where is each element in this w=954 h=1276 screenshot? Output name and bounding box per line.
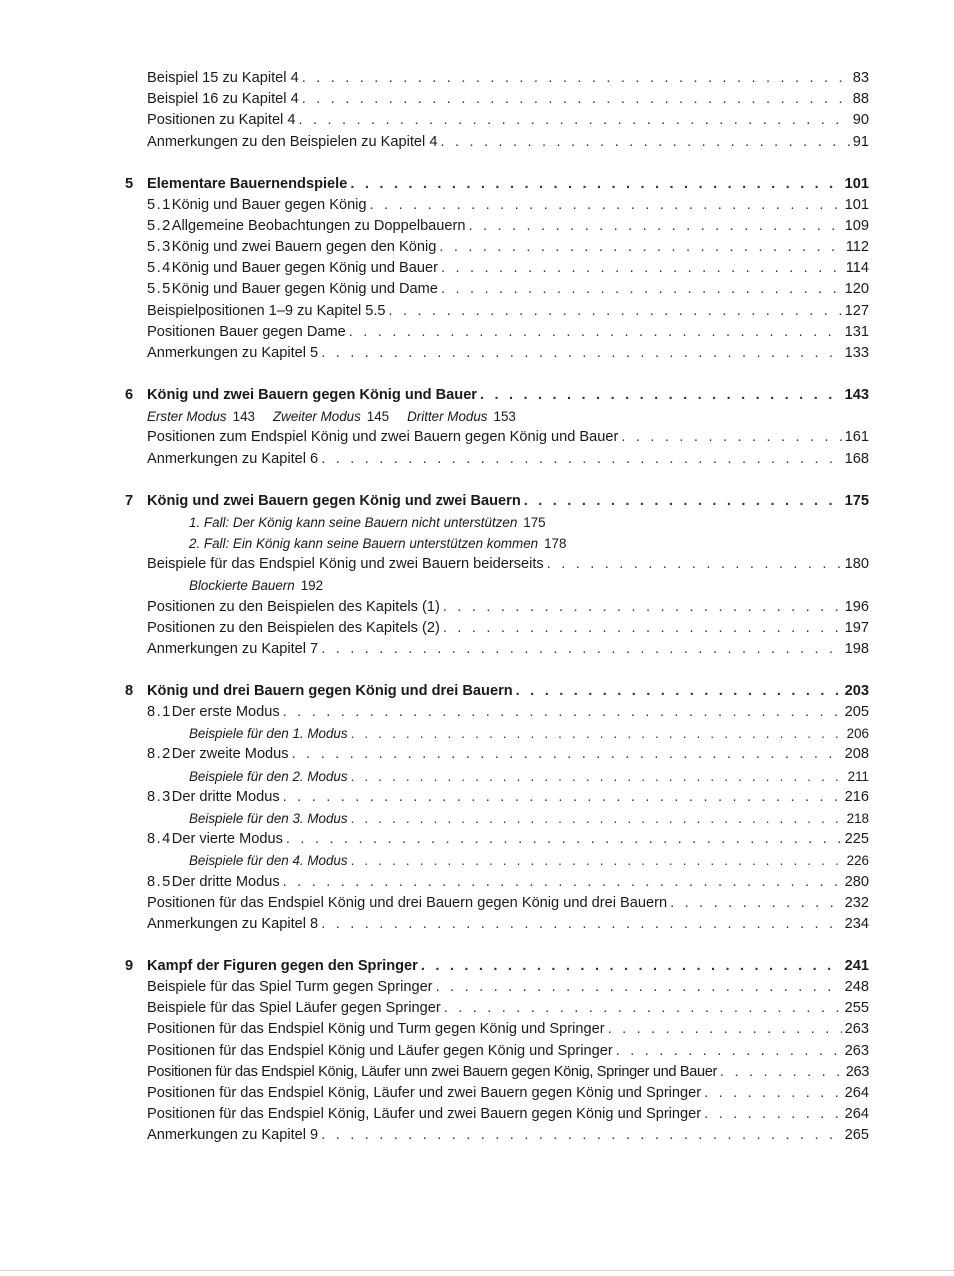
chapter-title: Elementare Bauernendspiele <box>147 175 348 192</box>
entry-label: Anmerkungen zu Kapitel 5 <box>147 345 319 362</box>
toc-entry[interactable] <box>0 449 954 470</box>
entry-label: Beispiele für das Spiel Läufer gegen Springer <box>147 1000 441 1017</box>
leader-dots <box>704 1083 842 1104</box>
toc-section[interactable] <box>0 279 954 300</box>
section-page: 101 <box>844 196 869 213</box>
section-page: 205 <box>844 704 869 721</box>
entry-label: Positionen zu Kapitel 4 <box>147 112 296 129</box>
chapter-title: König und drei Bauern gegen König und drei Bauern <box>147 682 513 699</box>
mode-label[interactable]: Erster Modus <box>147 409 227 425</box>
leader-dots <box>670 893 842 914</box>
entry-label: Beispiele für das Endspiel König und zwei Bauern beiderseits <box>147 556 544 573</box>
mode-page: 153 <box>493 409 516 425</box>
leader-dots <box>720 1062 843 1083</box>
case-entry[interactable] <box>0 533 954 554</box>
entry-page: 248 <box>844 979 869 996</box>
leader-dots <box>441 279 842 300</box>
entry-label: Positionen für das Endspiel König und Turm gegen König und Springer <box>147 1021 605 1038</box>
leader-dots <box>524 491 842 512</box>
case-page: 178 <box>544 535 567 551</box>
leader-dots <box>480 385 842 406</box>
chapter-title: König und zwei Bauern gegen König und zwei Bauern <box>147 492 521 509</box>
leader-dots <box>292 744 842 765</box>
entry-page: 91 <box>852 133 869 150</box>
toc-section[interactable] <box>0 787 954 808</box>
mode-page: 145 <box>366 409 390 425</box>
chapter-title: König und zwei Bauern gegen König und Bauer <box>147 387 477 404</box>
chapter-heading-8[interactable] <box>0 681 954 702</box>
section-label: Der dritte Modus <box>171 788 280 805</box>
section-number: 8.5 <box>147 873 172 890</box>
entry-label: Anmerkungen zu Kapitel 9 <box>147 1127 319 1144</box>
entry-label: Positionen für das Endspiel König, Läufer unn zwei Bauern gegen König, Springer und Bauer <box>147 1063 718 1080</box>
entry-page: 131 <box>844 323 869 340</box>
leader-dots <box>349 322 842 343</box>
section-number: 5.1 <box>147 196 172 213</box>
toc-subsection[interactable] <box>0 723 954 744</box>
toc-section[interactable] <box>0 872 954 893</box>
entry-label: Positionen für das Endspiel König, Läufer und zwei Bauern gegen König und Springer <box>147 1085 702 1102</box>
chapter-number: 8 <box>125 682 134 699</box>
section-number: 5.3 <box>147 239 172 256</box>
entry-label: Positionen für das Endspiel König und Läufer gegen König und Springer <box>147 1042 613 1059</box>
toc-entry[interactable] <box>0 914 954 935</box>
toc-entry[interactable] <box>0 893 954 914</box>
entry-label: Positionen zu den Beispielen des Kapitels (1) <box>147 598 440 615</box>
toc-entry[interactable] <box>0 1083 954 1104</box>
entry-page: 264 <box>844 1106 869 1123</box>
entry-label: Positionen für das Endspiel König und drei Bauern gegen König und drei Bauern <box>147 894 668 911</box>
toc-entry[interactable] <box>0 89 954 110</box>
leader-dots <box>444 998 842 1019</box>
subsection-page: 226 <box>846 853 869 869</box>
subsection-label: Beispiele für den 4. Modus <box>189 853 348 869</box>
entry-page: 264 <box>844 1085 869 1102</box>
entry-page: 161 <box>844 429 869 446</box>
section-page: 216 <box>844 788 869 805</box>
entry-page: 265 <box>844 1127 869 1144</box>
chapter-heading-9[interactable] <box>0 956 954 977</box>
toc-entry[interactable] <box>0 977 954 998</box>
chapter-heading-5[interactable] <box>0 174 954 195</box>
case-label: 2. Fall: Ein König kann seine Bauern unterstützen kommen <box>189 535 539 551</box>
section-number: 5.2 <box>147 217 172 234</box>
leader-dots <box>321 449 841 470</box>
chapter-page: 101 <box>844 175 869 192</box>
mode-label[interactable]: Dritter Modus <box>407 409 488 425</box>
entry-page: 83 <box>852 70 869 86</box>
subsection-page: 206 <box>846 726 869 742</box>
case-page: 175 <box>523 514 546 530</box>
chapter-page: 203 <box>844 682 869 699</box>
chapter-gap <box>0 153 954 174</box>
case-entry[interactable] <box>0 575 954 596</box>
toc-entry[interactable] <box>0 132 954 153</box>
leader-dots <box>389 301 842 322</box>
entry-page: 198 <box>844 640 869 657</box>
toc-entry[interactable] <box>0 427 954 448</box>
toc-entry[interactable] <box>0 110 954 131</box>
leader-dots <box>283 787 842 808</box>
entry-label: Positionen zu den Beispielen des Kapitels (2) <box>147 619 440 636</box>
toc-entry[interactable] <box>0 1062 954 1083</box>
section-label: Der vierte Modus <box>171 831 283 848</box>
toc-entry[interactable] <box>0 322 954 343</box>
leader-dots <box>370 195 842 216</box>
chapter-number: 7 <box>125 492 134 509</box>
chapter-number: 5 <box>125 175 134 192</box>
leader-dots <box>439 237 842 258</box>
mode-list <box>0 406 954 427</box>
entry-label: Beispiele für das Spiel Turm gegen Springer <box>147 979 433 996</box>
toc-section[interactable] <box>0 744 954 765</box>
toc-entry[interactable] <box>0 343 954 364</box>
chapter-number: 6 <box>125 387 134 404</box>
section-page: 120 <box>844 281 869 298</box>
toc-entry[interactable] <box>0 68 954 89</box>
leader-dots <box>443 618 842 639</box>
leader-dots <box>441 258 843 279</box>
leader-dots <box>436 977 842 998</box>
leader-dots <box>704 1104 842 1125</box>
subsection-label: Beispiele für den 1. Modus <box>189 726 348 742</box>
toc-entry[interactable] <box>0 597 954 618</box>
leader-dots <box>283 872 842 893</box>
entry-page: 196 <box>844 598 869 615</box>
leader-dots <box>440 132 849 153</box>
toc-section[interactable] <box>0 258 954 279</box>
toc-entry[interactable] <box>0 639 954 660</box>
toc-subsection[interactable] <box>0 766 954 787</box>
entry-page: 180 <box>844 556 869 573</box>
entry-page: 234 <box>844 915 869 932</box>
subsection-label: Beispiele für den 2. Modus <box>189 768 348 784</box>
leader-dots <box>443 597 842 618</box>
leader-dots <box>302 89 850 110</box>
leader-dots <box>351 723 844 744</box>
leader-dots <box>286 829 842 850</box>
leader-dots <box>421 956 842 977</box>
toc-entry[interactable] <box>0 1104 954 1125</box>
entry-label: Anmerkungen zu Kapitel 6 <box>147 450 319 467</box>
section-number: 8.1 <box>147 704 172 721</box>
toc-section[interactable] <box>0 237 954 258</box>
toc-section[interactable] <box>0 216 954 237</box>
leader-dots <box>351 850 844 871</box>
mode-label[interactable]: Zweiter Modus <box>272 409 361 425</box>
leader-dots <box>321 914 841 935</box>
section-label: König und Bauer gegen König und Dame <box>171 281 438 298</box>
entry-page: 88 <box>852 91 869 108</box>
section-number: 5.5 <box>147 281 172 298</box>
page-edge-line <box>0 1270 954 1271</box>
entry-page: 133 <box>844 345 869 362</box>
chapter-number: 9 <box>125 957 134 974</box>
leader-dots <box>608 1019 842 1040</box>
entry-label: Beispiel 15 zu Kapitel 4 <box>147 70 299 86</box>
case-label: Blockierte Bauern <box>189 578 295 594</box>
entry-label: Beispielpositionen 1–9 zu Kapitel 5.5 <box>147 302 386 319</box>
section-page: 112 <box>845 239 869 256</box>
toc-section[interactable] <box>0 829 954 850</box>
subsection-page: 211 <box>847 768 869 784</box>
toc-section[interactable] <box>0 702 954 723</box>
entry-label: Anmerkungen zu Kapitel 8 <box>147 915 319 932</box>
toc-entry[interactable] <box>0 301 954 322</box>
section-number: 8.4 <box>147 831 172 848</box>
section-page: 208 <box>844 746 869 763</box>
leader-dots <box>621 427 841 448</box>
entry-page: 127 <box>844 302 869 319</box>
leader-dots <box>321 343 841 364</box>
section-label: Der erste Modus <box>171 704 280 721</box>
section-page: 225 <box>844 831 869 848</box>
subsection-page: 218 <box>846 811 869 826</box>
leader-dots <box>351 766 845 787</box>
entry-page: 263 <box>845 1063 869 1080</box>
toc-entry[interactable] <box>0 618 954 639</box>
section-label: Der zweite Modus <box>171 746 289 763</box>
toc-entry[interactable] <box>0 554 954 575</box>
chapter-heading-6[interactable] <box>0 385 954 406</box>
toc-entry[interactable] <box>0 998 954 1019</box>
leader-dots <box>516 681 842 702</box>
section-number: 5.4 <box>147 260 172 277</box>
toc-subsection[interactable] <box>0 850 954 871</box>
case-entry[interactable] <box>0 512 954 533</box>
entry-page: 232 <box>844 894 869 911</box>
chapter-gap <box>0 660 954 681</box>
section-page: 280 <box>844 873 869 890</box>
entry-label: Beispiel 16 zu Kapitel 4 <box>147 91 299 108</box>
section-number: 8.2 <box>147 746 172 763</box>
toc-section[interactable] <box>0 195 954 216</box>
leader-dots <box>351 808 844 829</box>
section-page: 109 <box>844 217 869 234</box>
leader-dots <box>283 702 842 723</box>
chapter-gap <box>0 935 954 956</box>
entry-label: Positionen für das Endspiel König, Läufer und zwei Bauern gegen König und Springer <box>147 1106 702 1123</box>
leader-dots <box>616 1041 842 1062</box>
entry-page: 263 <box>844 1042 869 1059</box>
section-number: 8.3 <box>147 788 172 805</box>
section-label: König und Bauer gegen König <box>171 196 367 213</box>
chapter-gap <box>0 364 954 385</box>
section-label: Der dritte Modus <box>171 873 280 890</box>
case-page: 192 <box>300 578 324 594</box>
leader-dots <box>321 1125 841 1146</box>
toc-entry[interactable] <box>0 1125 954 1146</box>
leader-dots <box>469 216 842 237</box>
entry-label: Anmerkungen zu Kapitel 7 <box>147 640 319 657</box>
entry-page: 168 <box>844 450 869 467</box>
chapter-page: 143 <box>844 387 869 404</box>
entry-label: Anmerkungen zu den Beispielen zu Kapitel 4 <box>147 133 438 150</box>
leader-dots <box>350 174 841 195</box>
entry-page: 263 <box>844 1021 869 1038</box>
section-label: König und zwei Bauern gegen den König <box>171 239 437 256</box>
section-label: Allgemeine Beobachtungen zu Doppelbauern <box>171 217 466 234</box>
mode-page: 143 <box>232 409 255 425</box>
chapter-title: Kampf der Figuren gegen den Springer <box>147 957 418 974</box>
chapter-heading-7[interactable] <box>0 491 954 512</box>
leader-dots <box>321 639 841 660</box>
table-of-contents <box>0 68 954 1147</box>
toc-entry[interactable] <box>0 1041 954 1062</box>
toc-entry[interactable] <box>0 1019 954 1040</box>
toc-subsection[interactable] <box>0 808 954 829</box>
chapter-page: 175 <box>844 492 869 509</box>
entry-page: 90 <box>852 112 869 129</box>
entry-page: 255 <box>844 1000 869 1017</box>
section-page: 114 <box>845 260 869 277</box>
case-label: 1. Fall: Der König kann seine Bauern nicht unterstützen <box>189 514 518 530</box>
subsection-label: Beispiele für den 3. Modus <box>189 811 348 826</box>
chapter-page: 241 <box>844 957 869 974</box>
chapter-gap <box>0 470 954 491</box>
leader-dots <box>302 68 850 89</box>
leader-dots <box>298 110 849 131</box>
entry-label: Positionen zum Endspiel König und zwei Bauern gegen König und Bauer <box>147 429 619 446</box>
leader-dots <box>547 554 842 575</box>
section-label: König und Bauer gegen König und Bauer <box>171 260 438 277</box>
entry-label: Positionen Bauer gegen Dame <box>147 323 346 340</box>
entry-page: 197 <box>844 619 869 636</box>
